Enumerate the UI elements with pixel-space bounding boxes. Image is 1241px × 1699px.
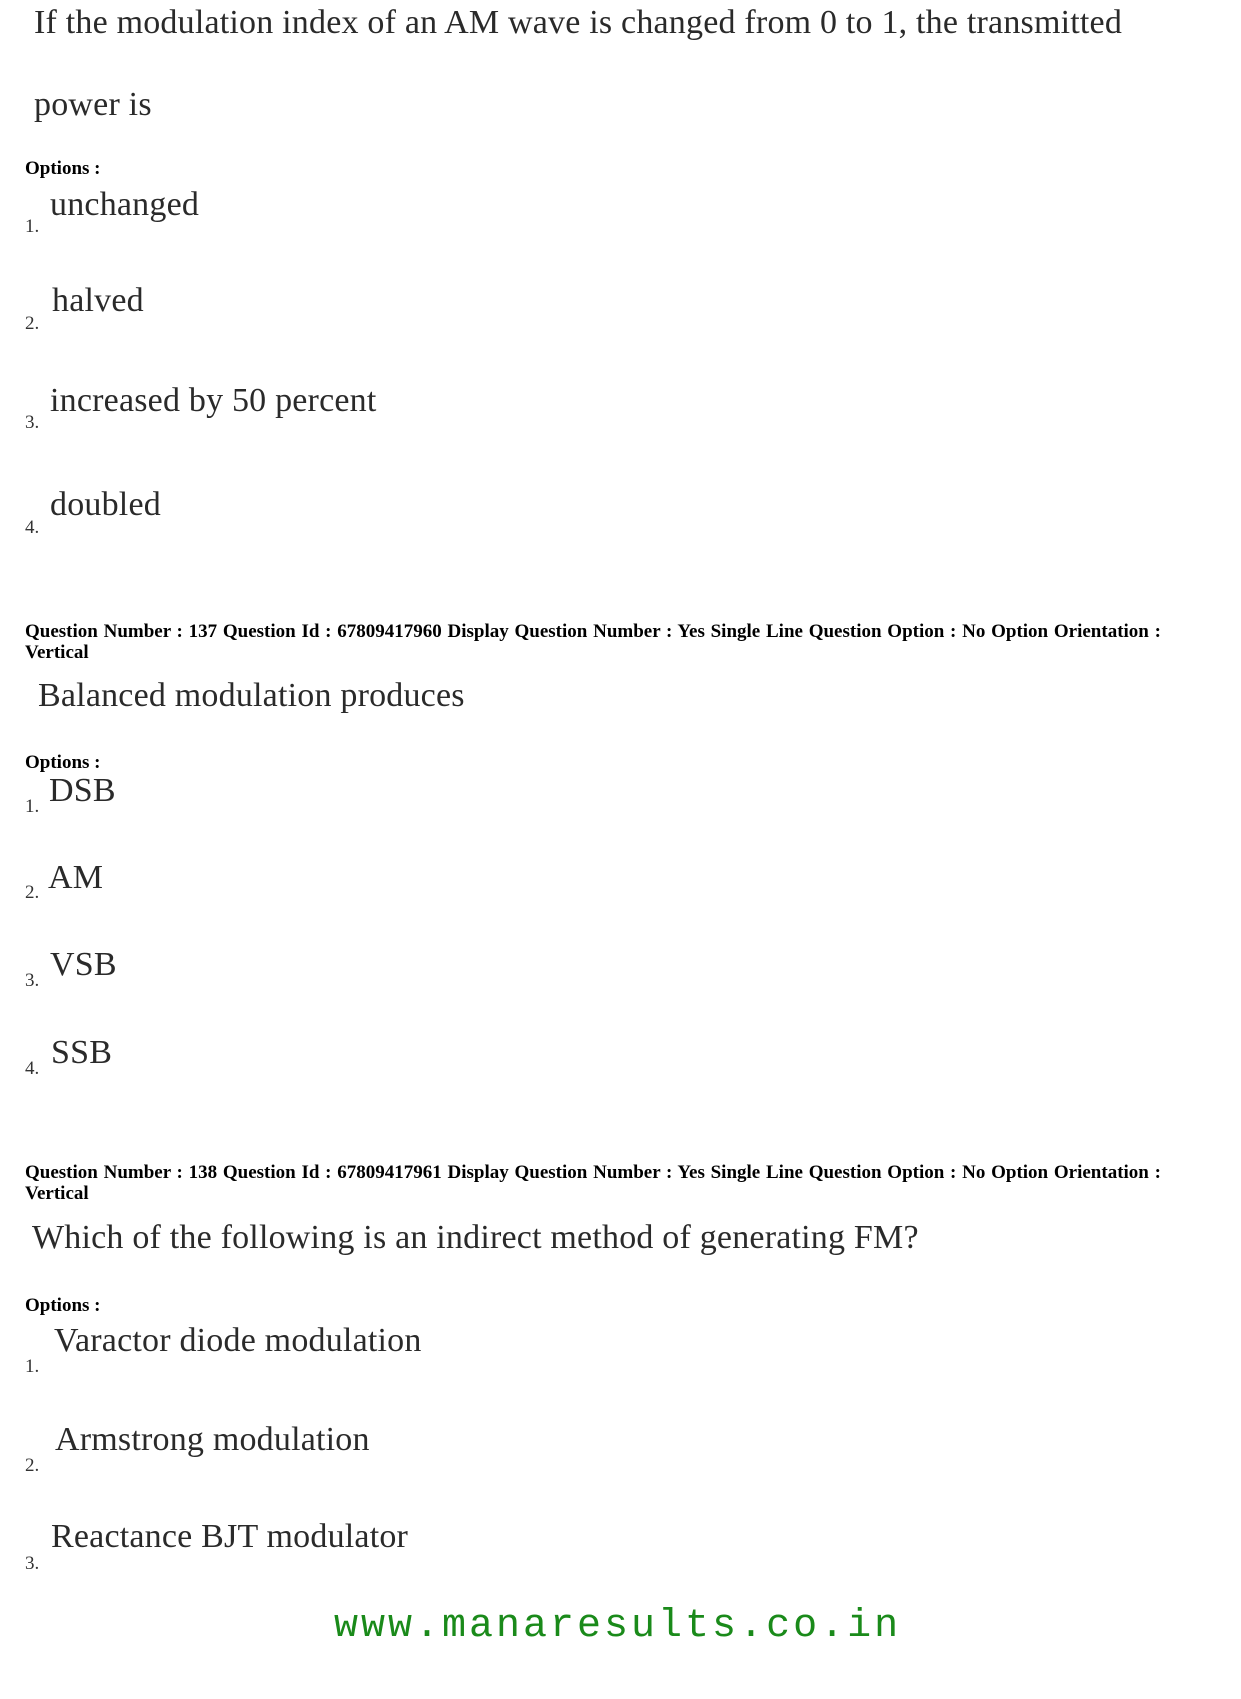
question-text: Balanced modulation produces <box>38 677 465 714</box>
option-text: increased by 50 percent <box>50 382 377 419</box>
option-number: 2. <box>25 1455 40 1476</box>
question-meta: Question Number : 137 Question Id : 67809417960 Display Question Number : Yes Single Line Question Option : No Option Orientation : Vertical <box>25 621 1161 663</box>
options-label: Options : <box>25 1295 101 1316</box>
footer-url: www.manaresults.co.in <box>334 1604 902 1649</box>
question-meta: Question Number : 138 Question Id : 67809417961 Display Question Number : Yes Single Line Question Option : No Option Orientation : Vertical <box>25 1162 1161 1204</box>
option-text: SSB <box>51 1034 113 1071</box>
option-number: 4. <box>25 1058 40 1079</box>
option-text: doubled <box>50 486 161 523</box>
option-number: 3. <box>25 970 40 991</box>
option-number: 3. <box>25 1553 40 1574</box>
options-label: Options : <box>25 158 101 179</box>
options-label: Options : <box>25 752 101 773</box>
question-text: Which of the following is an indirect method of generating FM? <box>32 1219 919 1256</box>
option-text: Armstrong modulation <box>55 1421 370 1458</box>
option-number: 1. <box>25 1356 40 1377</box>
option-text: Varactor diode modulation <box>54 1322 422 1359</box>
option-number: 2. <box>25 882 40 903</box>
option-text: DSB <box>49 772 116 809</box>
option-number: 1. <box>25 796 40 817</box>
option-text: Reactance BJT modulator <box>51 1518 409 1555</box>
option-text: halved <box>52 282 144 319</box>
option-text: VSB <box>50 946 117 983</box>
option-number: 4. <box>25 517 40 538</box>
option-number: 2. <box>25 313 40 334</box>
option-text: unchanged <box>50 186 200 223</box>
question-text-line2: power is <box>34 86 152 123</box>
option-text: AM <box>48 859 104 896</box>
question-text-line1: If the modulation index of an AM wave is changed from 0 to 1, the transmitted <box>34 4 1123 41</box>
option-number: 1. <box>25 216 40 237</box>
option-number: 3. <box>25 412 40 433</box>
